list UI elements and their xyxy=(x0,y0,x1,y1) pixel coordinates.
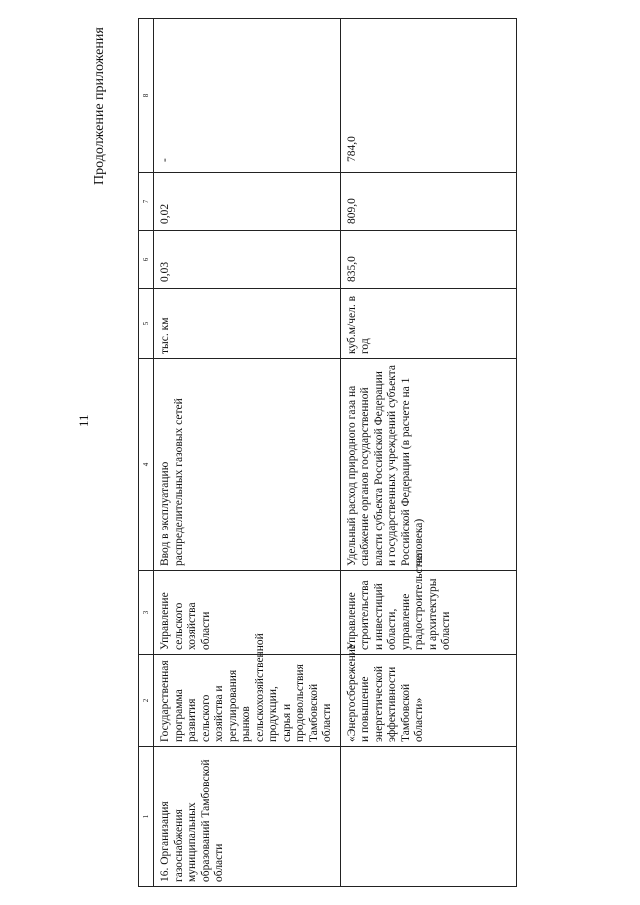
value-cell: 809,0 xyxy=(340,173,516,231)
measure-cell: 16. Организация газоснабжения муниципальных образований Тамбовской области xyxy=(154,747,341,887)
page-number: 11 xyxy=(76,414,91,427)
column-index: 1 xyxy=(139,747,154,887)
appendix-table xyxy=(138,18,517,887)
indicator-cell: Ввод в эксплуатацию распределительных газовых сетей xyxy=(154,359,341,571)
column-index: 5 xyxy=(139,289,154,359)
executor-cell: Управление строительства и инвестиций области, управление градостроительства и архитектуры области xyxy=(340,571,516,655)
unit-cell: тыс. км xyxy=(154,289,341,359)
value-cell: 784,0 xyxy=(340,19,516,173)
continuation-label: Продолжение приложения xyxy=(92,27,107,185)
value-cell: 835,0 xyxy=(340,231,516,289)
column-index: 3 xyxy=(139,571,154,655)
value-cell: - xyxy=(154,19,341,173)
column-index: 4 xyxy=(139,359,154,571)
table-row xyxy=(154,19,341,887)
program-cell: «Энергосбережение и повышение энергетической эффективности Тамбовской области» xyxy=(340,655,516,747)
column-index: 6 xyxy=(139,231,154,289)
indicator-cell: Удельный расход природного газа на снабжение органов государственной власти субъекта Российской Федерации и государственных учреждений субъекта Российской Федерации (в расчете на 1 человека) xyxy=(340,359,516,571)
unit-cell: куб.м/чел. в год xyxy=(340,289,516,359)
column-index: 8 xyxy=(139,19,154,173)
table-row xyxy=(340,19,516,887)
value-cell: 0,03 xyxy=(154,231,341,289)
column-index-row xyxy=(139,19,154,887)
value-cell: 0,02 xyxy=(154,173,341,231)
program-cell: Государственная программа развития сельского хозяйства и регулирования рынков сельскохозяйственной продукции, сырья и продовольствия Тамбовской области xyxy=(154,655,341,747)
column-index: 7 xyxy=(139,173,154,231)
measure-cell xyxy=(340,747,516,887)
executor-cell: Управление сельского хозяйства области xyxy=(154,571,341,655)
column-index: 2 xyxy=(139,655,154,747)
